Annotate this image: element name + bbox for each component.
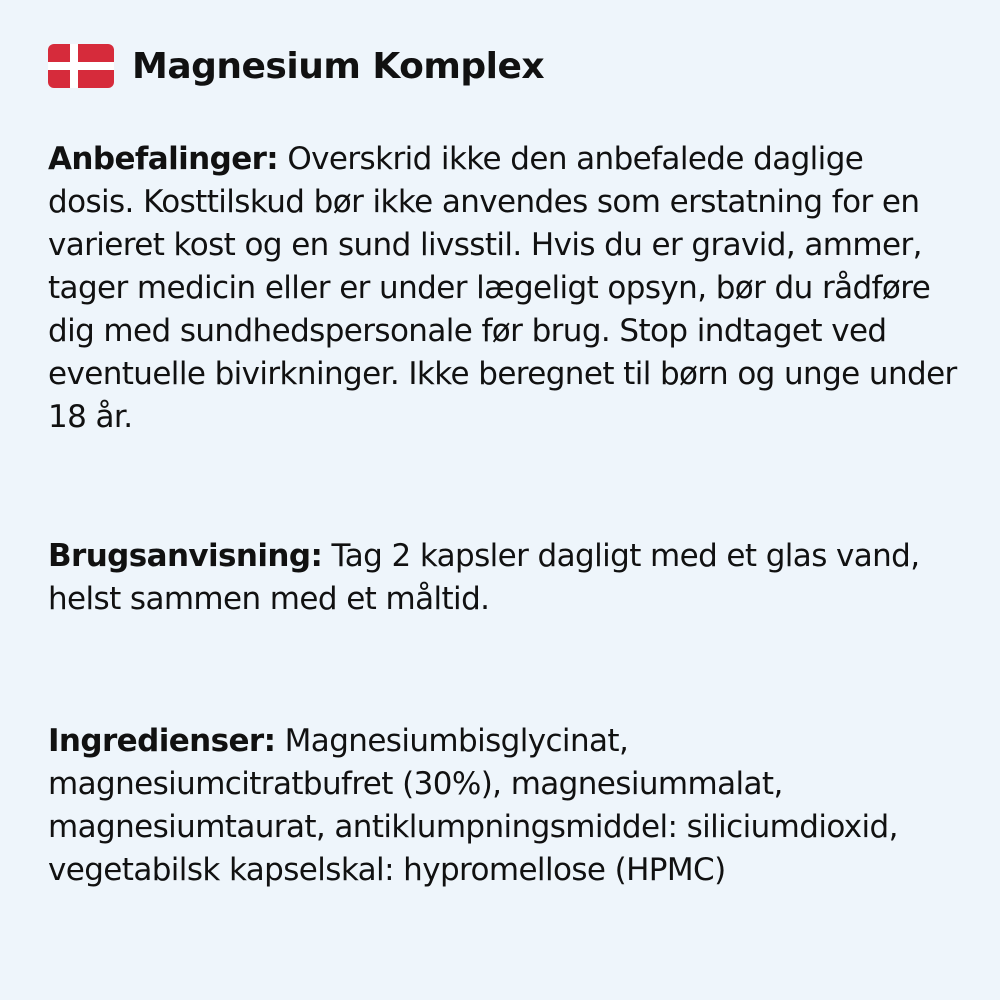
recommendations-text: Overskrid ikke den anbefalede daglige dosis. Kosttilskud bør ikke anvendes som erstatning for en varieret kost og en sund livsstil. Hvis du er gravid, ammer, tager medicin eller er under lægeligt opsyn, bør du rådføre dig med sundhedspersonale før brug. Stop indtaget ved eventuelle bivirkninger. Ikke beregnet til børn og unge under 18 år.: [48, 141, 957, 435]
ingredients-label: Ingredienser:: [48, 723, 276, 759]
usage-label: Brugsanvisning:: [48, 538, 323, 574]
usage-text: Tag 2 kapsler dagligt med et glas vand, helst sammen med et måltid.: [48, 538, 920, 617]
ingredients-text: Magnesiumbisglycinat, magnesiumcitratbufret (30%), magnesiummalat, magnesiumtaurat, antiklumpningsmiddel: siliciumdioxid, vegetabilsk kapselskal: hypromellose (HPMC): [48, 723, 898, 888]
recommendations-section: [48, 138, 958, 439]
danish-flag-icon: [48, 44, 114, 88]
usage-section: [48, 535, 958, 621]
flag-cross-horizontal: [48, 62, 114, 70]
page-title: Magnesium Komplex: [132, 45, 545, 87]
ingredients-section: [48, 720, 958, 892]
header: [48, 42, 544, 90]
recommendations-label: Anbefalinger:: [48, 141, 279, 177]
